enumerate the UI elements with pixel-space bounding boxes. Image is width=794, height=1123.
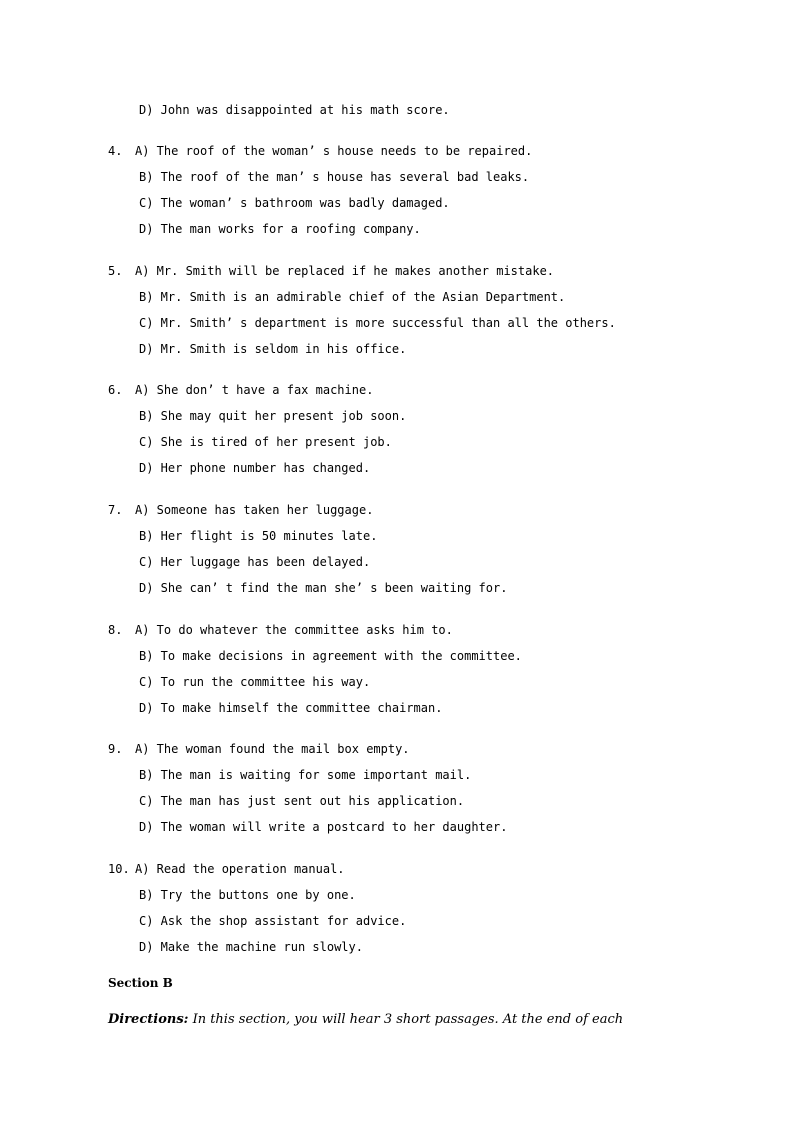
question-9-number: 9. (108, 742, 123, 756)
question-6-option-d: D) Her phone number has changed. (139, 461, 371, 475)
directions-text: In this section, you will hear 3 short passages. At the end of each (188, 1012, 624, 1027)
section-b-directions (108, 1012, 688, 1028)
question-8-option-d: D) To make himself the committee chairman. (139, 701, 443, 715)
question-7-option-d: D) She can’ t find the man she’ s been waiting for. (139, 581, 508, 595)
question-6-option-b: B) She may quit her present job soon. (139, 409, 407, 423)
question-7-option-b: B) Her flight is 50 minutes late. (139, 529, 378, 543)
question-10-number: 10. (108, 862, 130, 876)
question-5-number: 5. (108, 264, 123, 278)
question-5-option-d: D) Mr. Smith is seldom in his office. (139, 342, 407, 356)
question-7-number: 7. (108, 503, 123, 517)
question-10-option-c: C) Ask the shop assistant for advice. (139, 914, 407, 928)
question-7-option-c: C) Her luggage has been delayed. (139, 555, 371, 569)
question-10-option-d: D) Make the machine run slowly. (139, 940, 363, 954)
question-4-option-c: C) The woman’ s bathroom was badly damaged. (139, 196, 450, 210)
question-5-option-a: A) Mr. Smith will be replaced if he makes another mistake. (135, 264, 555, 278)
question-5-option-b: B) Mr. Smith is an admirable chief of the Asian Department. (139, 290, 566, 304)
question-9-option-b: B) The man is waiting for some important mail. (139, 768, 472, 782)
question-8-number: 8. (108, 623, 123, 637)
question-10-option-a: A) Read the operation manual. (135, 862, 345, 876)
question-9-option-c: C) The man has just sent out his application. (139, 794, 465, 808)
question-6-number: 6. (108, 383, 123, 397)
question-4-option-b: B) The roof of the man’ s house has several bad leaks. (139, 170, 530, 184)
question-8-option-b: B) To make decisions in agreement with the committee. (139, 649, 522, 663)
question-5-option-c: C) Mr. Smith’ s department is more successful than all the others. (139, 316, 616, 330)
question-6-option-c: C) She is tired of her present job. (139, 435, 392, 449)
directions-label: Directions: (108, 1012, 189, 1027)
question-4-option-d: D) The man works for a roofing company. (139, 222, 421, 236)
question-8-option-a: A) To do whatever the committee asks him to. (135, 623, 453, 637)
section-b-heading: Section B (108, 976, 173, 990)
question-7-option-a: A) Someone has taken her luggage. (135, 503, 374, 517)
option-3d: D) John was disappointed at his math score. (139, 103, 450, 117)
question-4-number: 4. (108, 144, 123, 158)
question-8-option-c: C) To run the committee his way. (139, 675, 371, 689)
question-4-option-a: A) The roof of the woman’ s house needs to be repaired. (135, 144, 533, 158)
question-9-option-d: D) The woman will write a postcard to her daughter. (139, 820, 508, 834)
question-9-option-a: A) The woman found the mail box empty. (135, 742, 410, 756)
question-6-option-a: A) She don’ t have a fax machine. (135, 383, 374, 397)
question-10-option-b: B) Try the buttons one by one. (139, 888, 356, 902)
